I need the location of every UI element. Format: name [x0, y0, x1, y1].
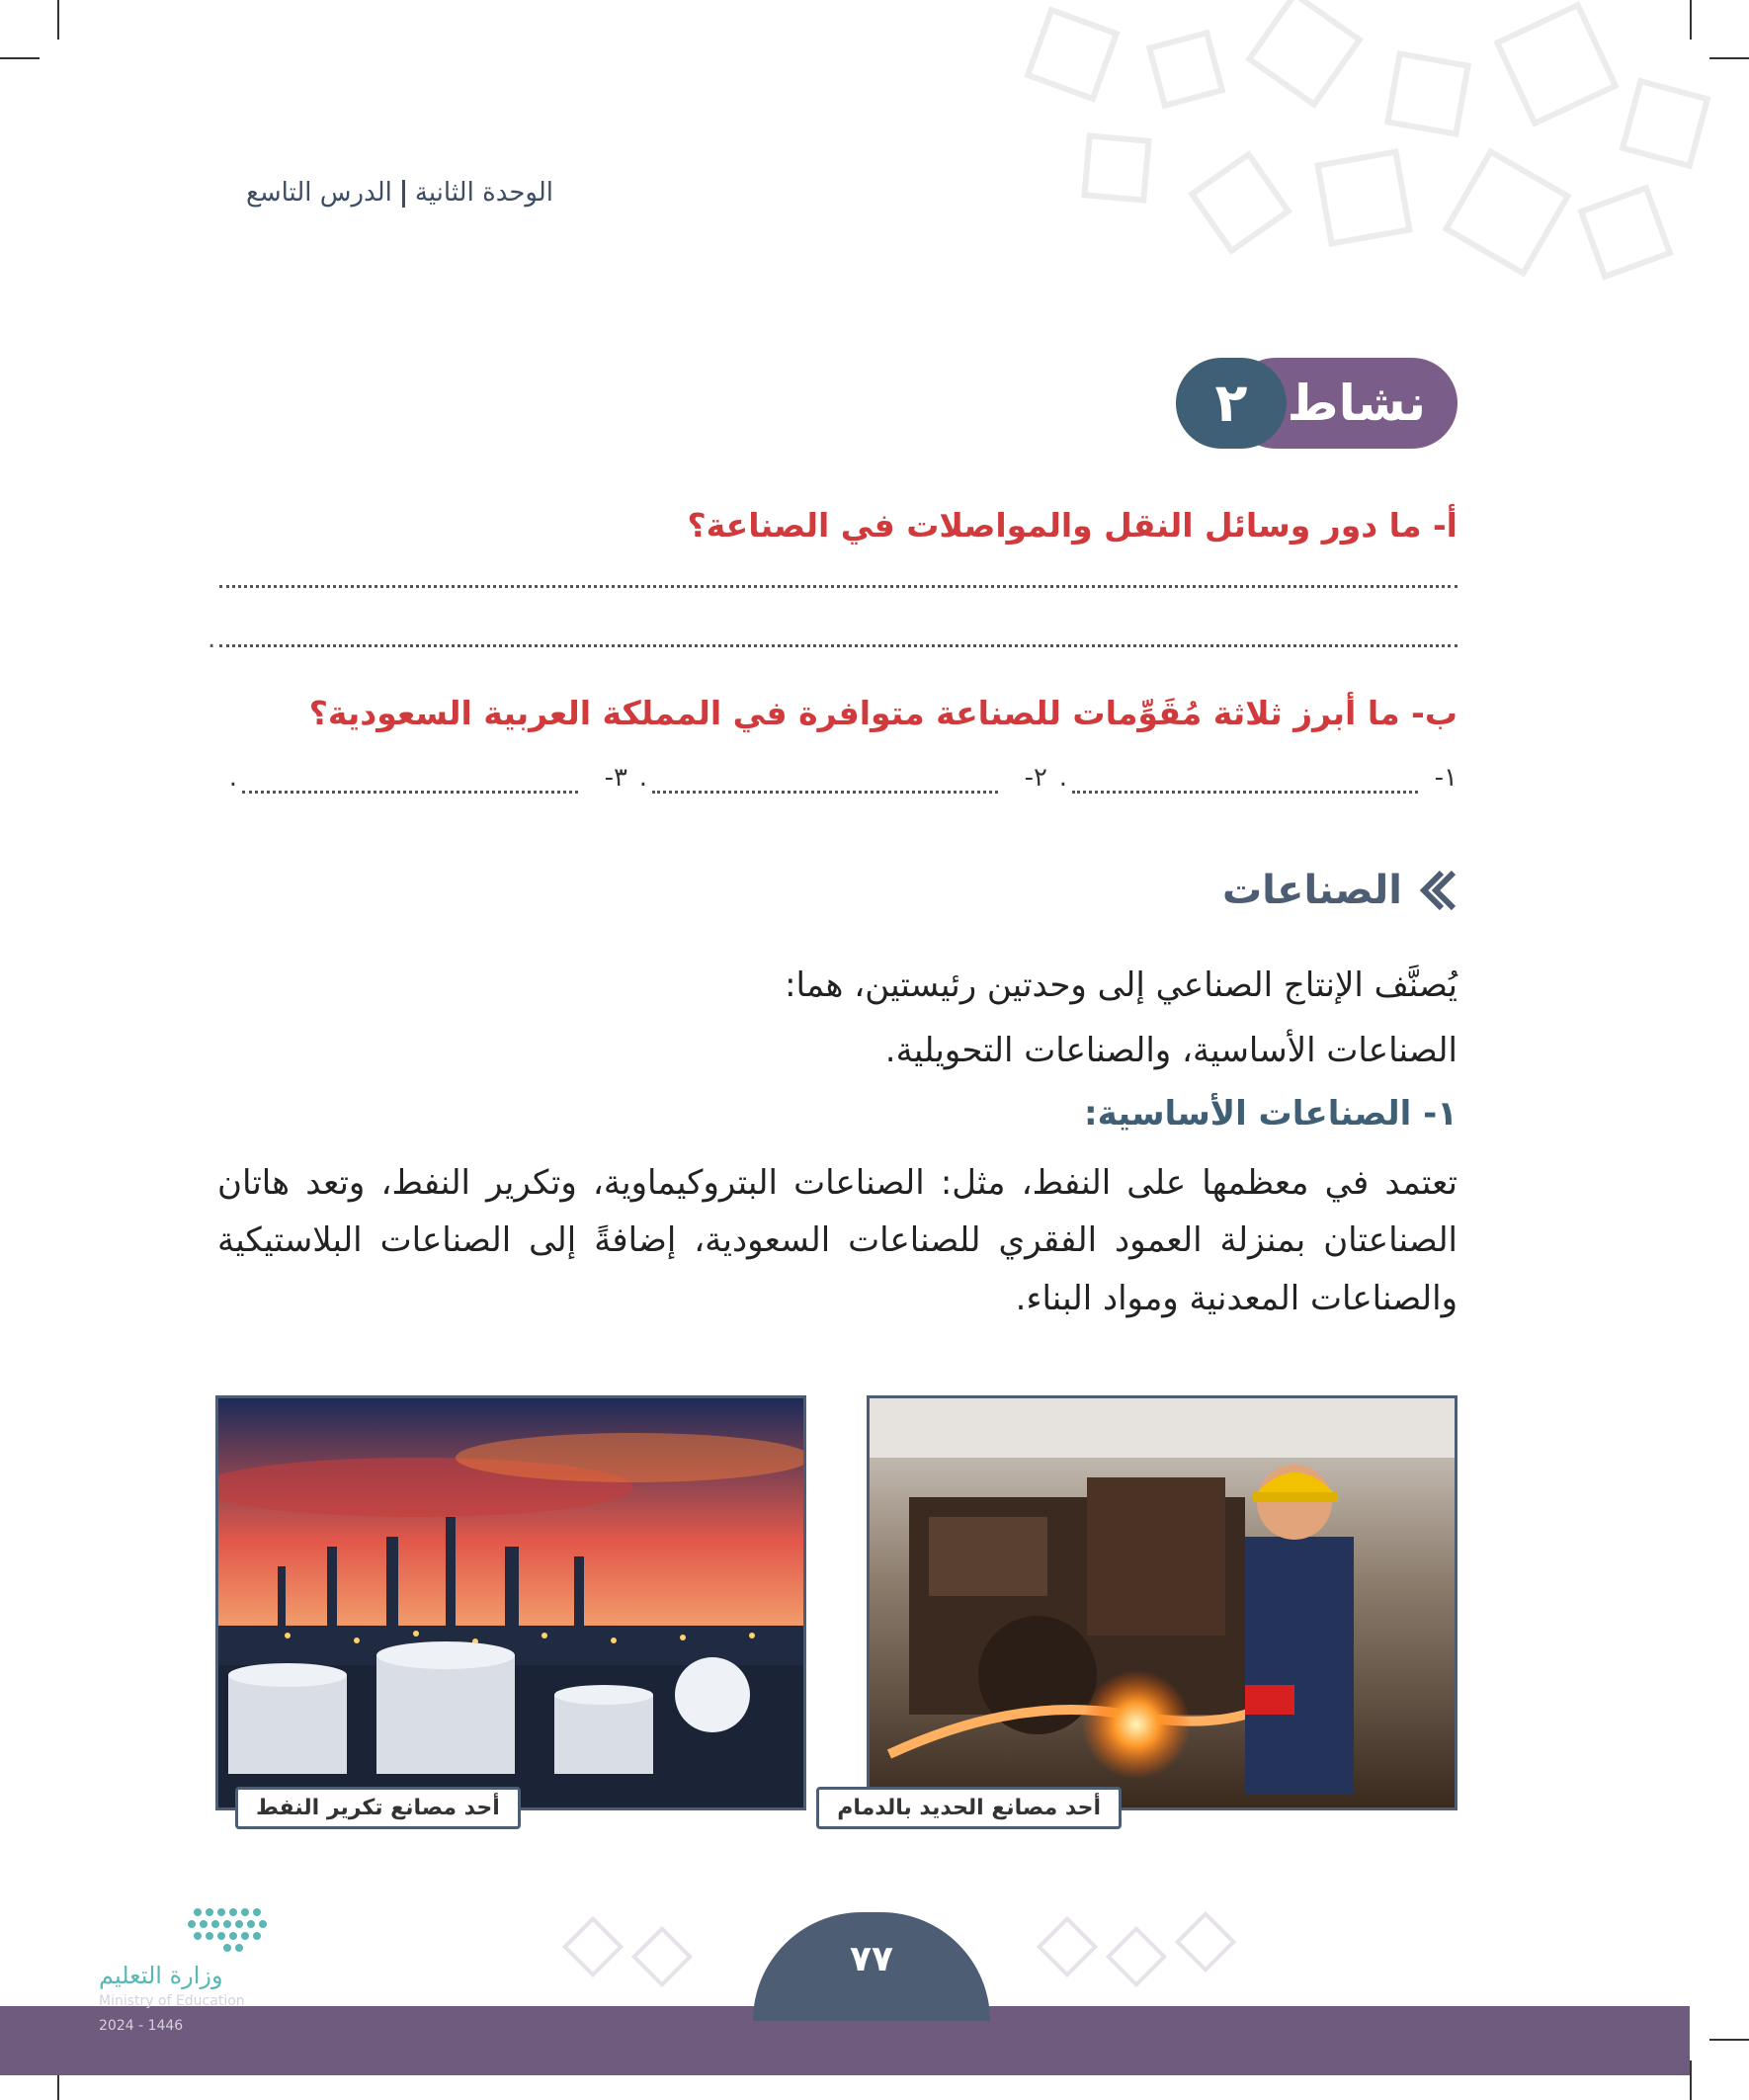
answer-item-3-dot: .	[228, 763, 237, 793]
answer-item-2-dot: .	[638, 763, 647, 793]
oil-refinery-illustration	[218, 1398, 803, 1807]
breadcrumb-separator	[402, 180, 405, 208]
answer-blank-3[interactable]	[242, 791, 578, 794]
answer-item-2-label: ٢-	[1024, 763, 1047, 793]
activity-label: نشاط	[1230, 358, 1458, 449]
answer-line-2[interactable]	[219, 644, 1458, 647]
question-b: ب- ما أبرز ثلاثة مُقَوِّمات للصناعة متوافرة في المملكة العربية السعودية؟	[308, 694, 1458, 732]
crop-mark	[0, 57, 40, 59]
answer-end-dot: .	[208, 625, 216, 654]
answer-item-1-label: ١-	[1434, 763, 1458, 793]
activity-badge	[1176, 358, 1458, 449]
double-chevron-icon	[1414, 869, 1458, 912]
ministry-name-en: Ministry of Education	[99, 1993, 245, 2009]
answer-blank-2[interactable]	[652, 791, 998, 794]
decorative-pattern	[998, 0, 1749, 296]
steel-factory-photo	[867, 1395, 1458, 1810]
answer-blank-1[interactable]	[1072, 791, 1418, 794]
crop-mark	[1709, 2039, 1749, 2041]
answer-row-b	[219, 763, 1458, 802]
oil-refinery-caption: أحد مصانع تكرير النفط	[235, 1787, 521, 1829]
intro-line-2: الصناعات الأساسية، والصناعات التحويلية.	[884, 1031, 1458, 1070]
section-heading	[1222, 868, 1458, 913]
steel-factory-illustration	[870, 1398, 1455, 1807]
answer-item-1-dot: .	[1058, 763, 1067, 793]
oil-refinery-photo	[215, 1395, 806, 1810]
subsection-title: ١- الصناعات الأساسية:	[1084, 1094, 1458, 1134]
ministry-name: وزارة التعليم	[99, 1962, 223, 1989]
edition-year: 2024 - 1446	[99, 2018, 184, 2034]
section-title: الصناعات	[1221, 868, 1402, 913]
answer-line-1[interactable]	[219, 585, 1458, 588]
page-number: ٧٧	[850, 1939, 893, 1979]
steel-factory-caption: أحد مصانع الحديد بالدمام	[816, 1787, 1122, 1829]
body-paragraph: تعتمد في معظمها على النفط، مثل: الصناعات البتروكيماوية، وتكرير النفط، وتعد هاتان الصناعتان بمنزلة العمود الفقري للصناعات السعودية، إضافةً إلى الصناعات البلاستيكية والصناعات المعدنية ومواد البناء.	[217, 1163, 1458, 1318]
breadcrumb-unit: الوحدة الثانية	[414, 178, 553, 208]
activity-number: ٢	[1176, 358, 1287, 449]
breadcrumb	[246, 178, 553, 208]
crop-mark	[57, 0, 59, 40]
answer-item-3-label: ٣-	[604, 763, 627, 793]
crop-mark	[1690, 2060, 1692, 2100]
intro-line-1: يُصنَّف الإنتاج الصناعي إلى وحدتين رئيستين، هما:	[785, 966, 1458, 1005]
question-a: أ- ما دور وسائل النقل والمواصلات في الصناعة؟	[687, 506, 1458, 545]
breadcrumb-lesson: الدرس التاسع	[245, 178, 392, 208]
